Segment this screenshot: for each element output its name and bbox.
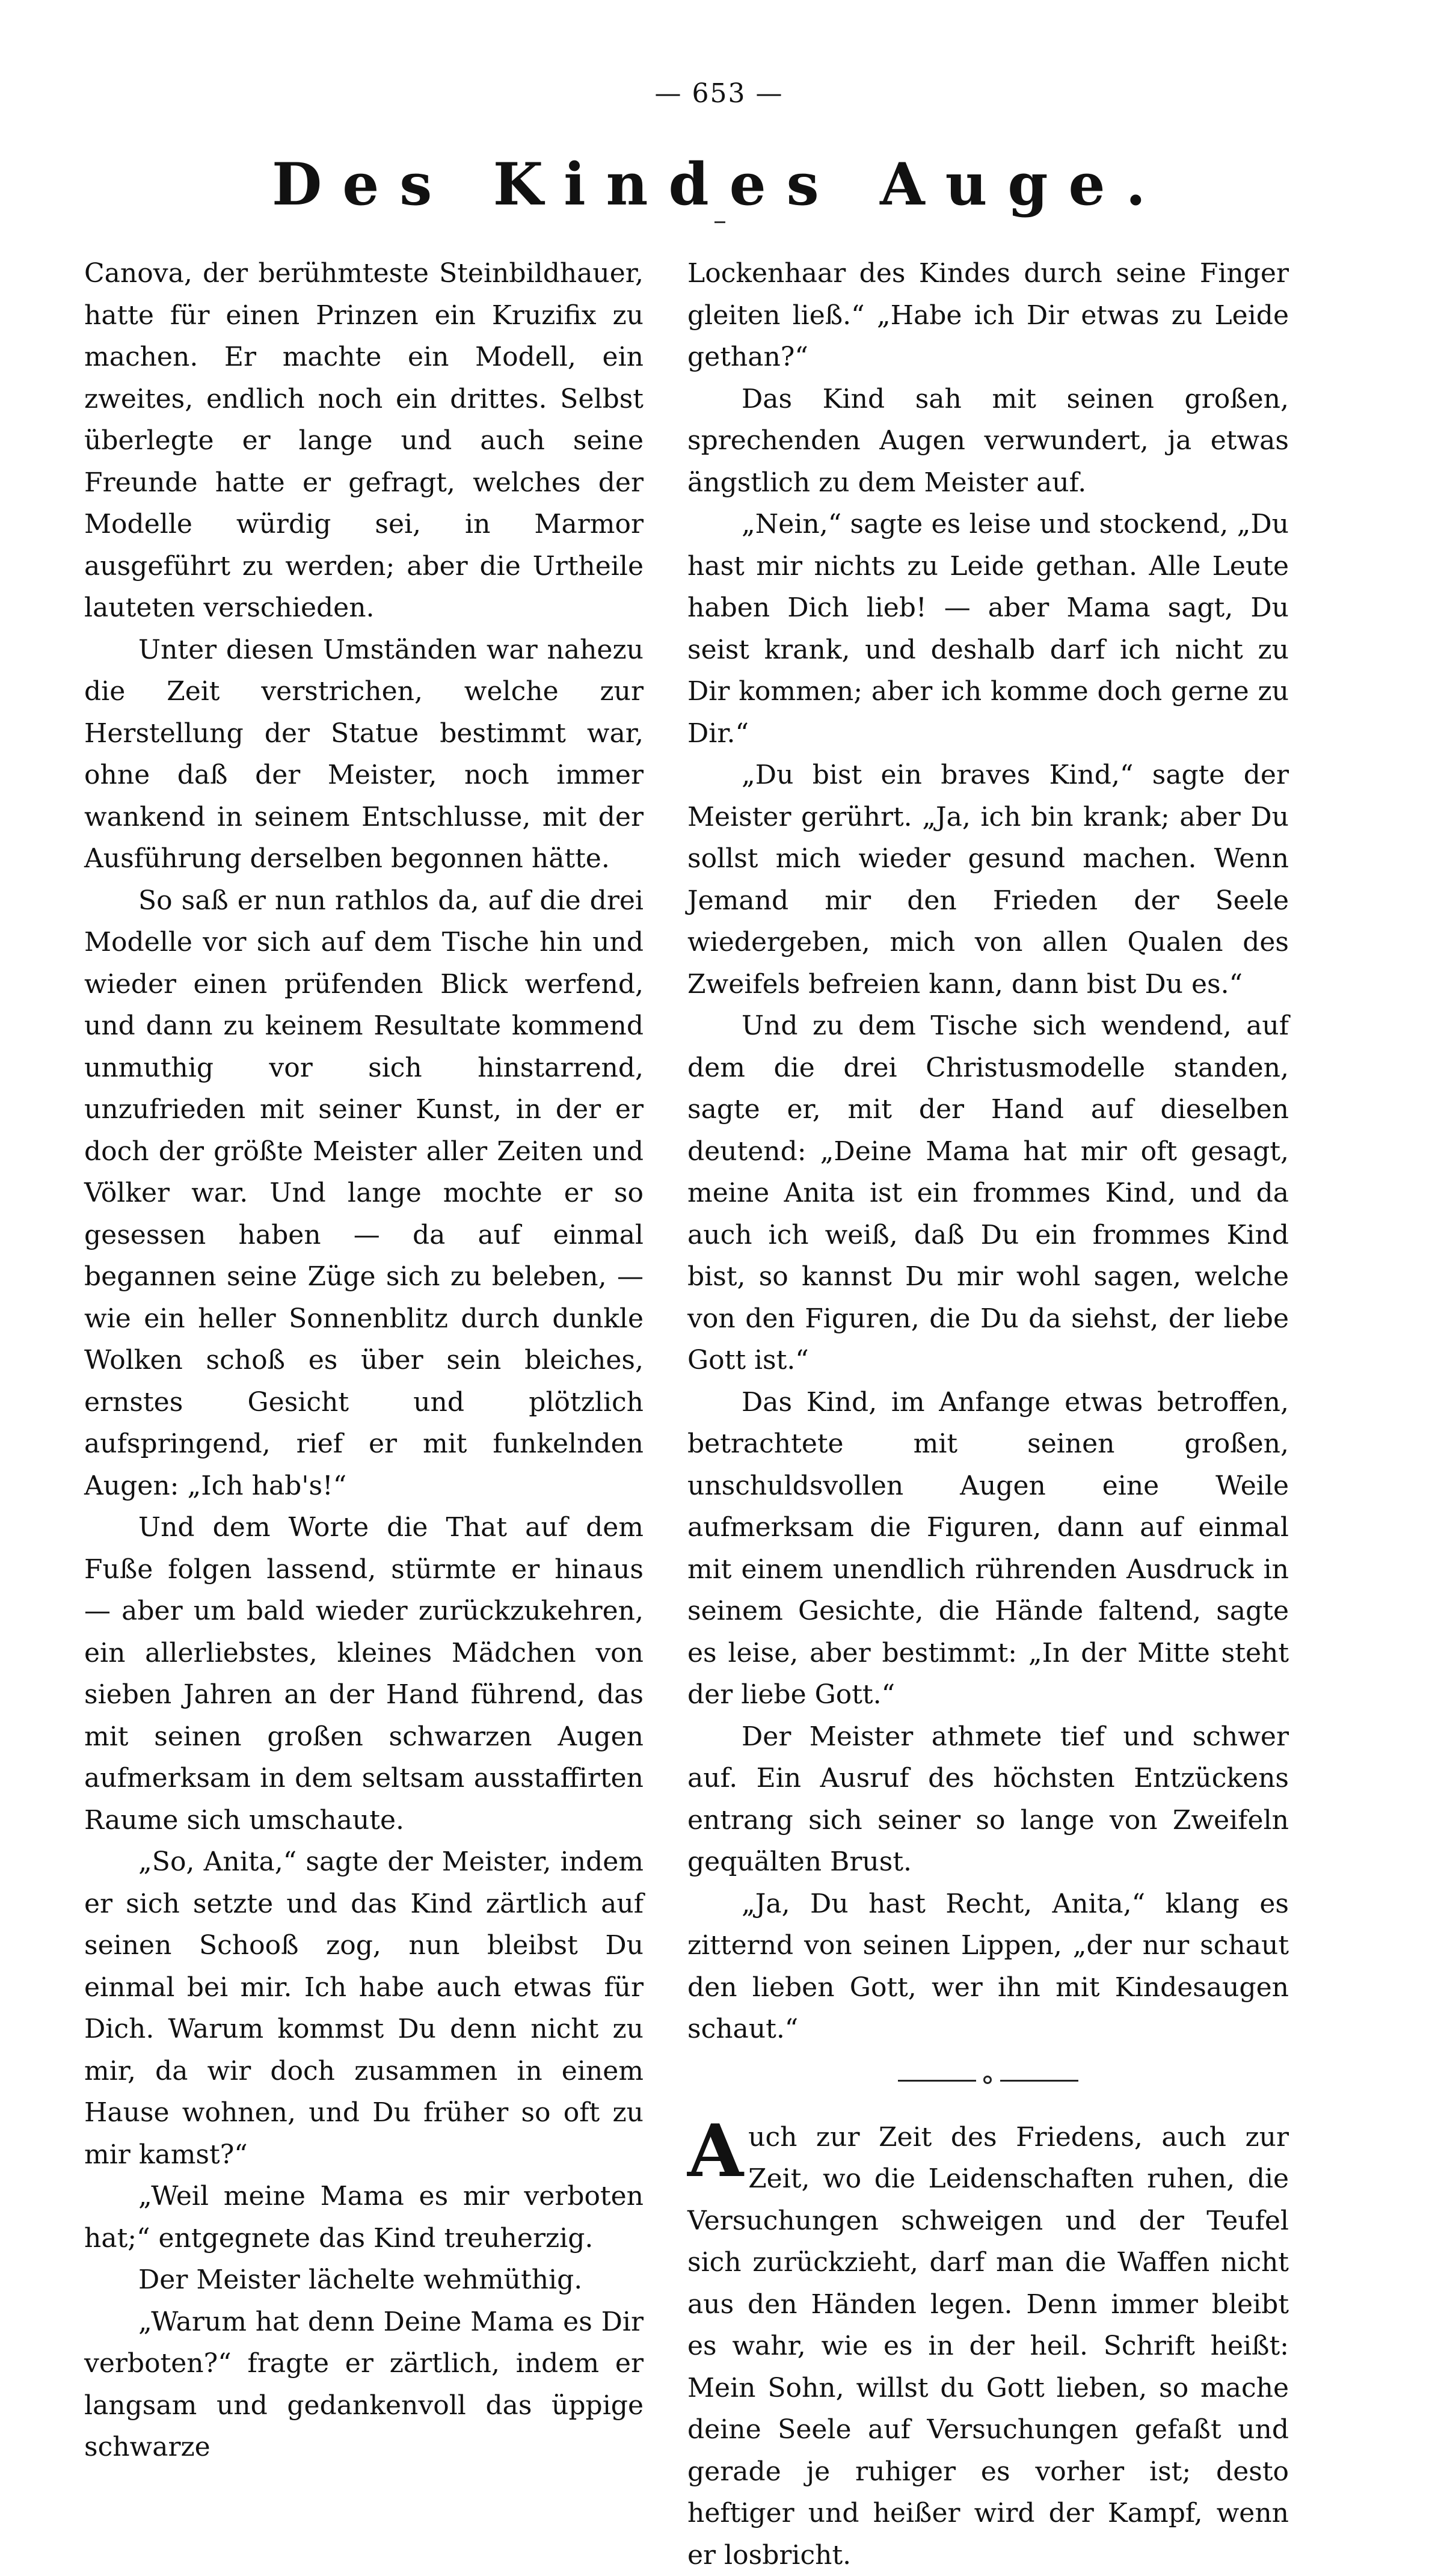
paragraph: So saß er nun rathlos da, auf die drei Modelle vor sich auf dem Tische hin und wieder einen prüfenden Blick werfend, und dann zu keinem Resultate kommend unmuthig vor sich hinstarrend, unzufrieden mit seiner Kunst, in der er doch der größte Meister aller Zeiten und Völker war. Und lange mochte er so gesessen haben — da auf einmal begannen seine Züge sich zu beleben, — wie ein heller Sonnenblitz durch dunkle Wolken schoß es über sein bleiches, ernstes Gesicht und plötzlich aufspringend, rief er mit funkelnden Augen: „Ich hab's!“	[84, 880, 644, 1507]
paragraph: Das Kind sah mit seinen großen, sprechenden Augen verwundert, ja etwas ängstlich zu dem Meister auf.	[687, 378, 1289, 504]
divider-ornament	[983, 2076, 992, 2084]
paragraph: „Nein,“ sagte es leise und stockend, „Du hast mir nichts zu Leide gethan. Alle Leute haben Dich lieb! — aber Mama sagt, Du seist krank, und deshalb darf ich nicht zu Dir kommen; aber ich komme doch gerne zu Dir.“	[687, 503, 1289, 754]
second-piece-paragraph	[687, 2116, 1289, 2576]
paragraph: Unter diesen Umständen war nahezu die Zeit verstrichen, welche zur Herstellung der Statue bestimmt war, ohne daß der Meister, noch immer wankend in seinem Entschlusse, mit der Ausführung derselben begonnen hätte.	[84, 629, 644, 880]
paragraph: „Ja, Du hast Recht, Anita,“ klang es zitternd von seinen Lippen, „der nur schaut den lieben Gott, wer ihn mit Kindesaugen schaut.“	[687, 1883, 1289, 2050]
drop-cap: A	[687, 2121, 743, 2181]
right-column	[687, 253, 1289, 2576]
second-piece-text: uch zur Zeit des Friedens, auch zur Zeit, wo die Leidenschaften ruhen, die Versuchungen schweigen und der Teufel sich zurückzieht, darf man die Waffen nicht aus den Händen legen. Denn immer bleibt es wahr, wie es in der heil. Schrift heißt: Mein Sohn, willst du Gott lieben, so mache deine Seele auf Versuchungen gefaßt und gerade je ruhiger es vorher ist; desto heftiger und heißer wird der Kampf, wenn er losbricht.	[687, 2122, 1289, 2571]
paragraph: Und zu dem Tische sich wendend, auf dem die drei Christusmodelle standen, sagte er, mit der Hand auf dieselben deutend: „Deine Mama hat mir oft gesagt, meine Anita ist ein frommes Kind, und da auch ich weiß, daß Du ein frommes Kind bist, so kannst Du mir wohl sagen, welche von den Figuren, die Du da siehst, der liebe Gott ist.“	[687, 1005, 1289, 1382]
paragraph: Und dem Worte die That auf dem Fuße folgen lassend, stürmte er hinaus — aber um bald wieder zurückzukehren, ein allerliebstes, kleines Mädchen von sieben Jahren an der Hand führend, das mit seinen großen schwarzen Augen aufmerksam in dem seltsam ausstaffirten Raume sich umschaute.	[84, 1507, 644, 1841]
paragraph: Canova, der berühmteste Steinbildhauer, hatte für einen Prinzen ein Kruzifix zu machen. Er machte ein Modell, ein zweites, endlich noch ein drittes. Selbst überlegte er lange und auch seine Freunde hatte er gefragt, welches der Modelle würdig sei, in Marmor ausgeführt zu werden; aber die Urtheile lauteten verschieden.	[84, 253, 644, 629]
paragraph: „Du bist ein braves Kind,“ sagte der Meister gerührt. „Ja, ich bin krank; aber Du sollst mich wieder gesund machen. Wenn Jemand mir den Frieden der Seele wiedergeben, mich von allen Qualen des Zweifels befreien kann, dann bist Du es.“	[687, 754, 1289, 1005]
paragraph: Das Kind, im Anfange etwas betroffen, betrachtete mit seinen großen, unschuldsvollen Augen eine Weile aufmerksam die Figuren, dann auf einmal mit einem unendlich rührenden Ausdruck in seinem Gesichte, die Hände faltend, sagte es leise, aber bestimmt: „In der Mitte steht der liebe Gott.“	[687, 1382, 1289, 1716]
title-dash	[714, 221, 725, 223]
paragraph: Der Meister lächelte wehmüthig.	[84, 2259, 644, 2301]
paragraph: Der Meister athmete tief und schwer auf. Ein Ausruf des höchsten Entzückens entrang sich seiner so lange von Zweifeln gequälten Brust.	[687, 1716, 1289, 1883]
section-divider	[898, 2068, 1078, 2092]
left-column	[84, 253, 644, 2468]
article-title: Des Kindes Auge.	[0, 150, 1438, 218]
divider-line	[898, 2080, 976, 2082]
paragraph: Lockenhaar des Kindes durch seine Finger gleiten ließ.“ „Habe ich Dir etwas zu Leide gethan?“	[687, 253, 1289, 378]
paragraph: „Weil meine Mama es mir verboten hat;“ entgegnete das Kind treuherzig.	[84, 2175, 644, 2259]
paragraph: „Warum hat denn Deine Mama es Dir verboten?“ fragte er zärtlich, indem er langsam und gedankenvoll das üppige schwarze	[84, 2301, 644, 2468]
page-number: — 653 —	[0, 78, 1438, 109]
paragraph: „So, Anita,“ sagte der Meister, indem er sich setzte und das Kind zärtlich auf seinen Schooß zog, nun bleibst Du einmal bei mir. Ich habe auch etwas für Dich. Warum kommst Du denn nicht zu mir, da wir doch zusammen in einem Hause wohnen, und Du früher so oft zu mir kamst?“	[84, 1841, 644, 2175]
divider-line	[1000, 2080, 1078, 2082]
